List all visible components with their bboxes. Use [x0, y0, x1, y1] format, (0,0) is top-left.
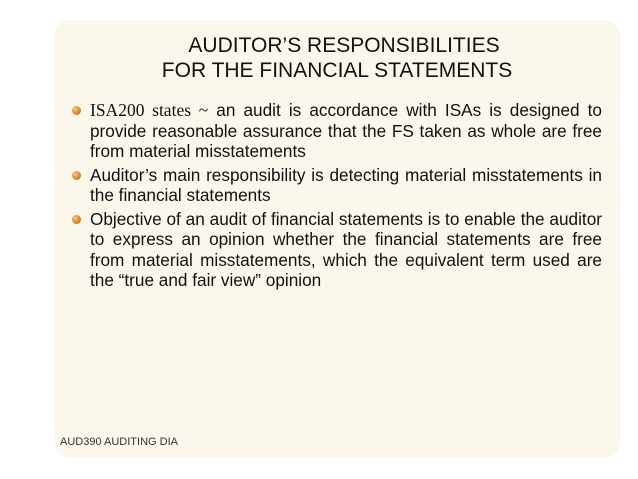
bullet-dot-icon [72, 106, 81, 115]
slide-title [54, 33, 620, 83]
bullet-item [72, 165, 602, 206]
title-line-1: AUDITOR’S RESPONSIBILITIES [188, 34, 500, 57]
bullet-lead-text: ISA200 states ~ [90, 100, 209, 120]
bullet-dot-icon [72, 171, 81, 180]
bullet-item [72, 100, 602, 162]
bullet-list [72, 100, 602, 294]
bullet-text: Auditor’s main responsibility is detecting material misstatements in the financial statements [90, 164, 602, 205]
slide-footer: AUD390 AUDITING DIA [60, 436, 178, 448]
bullet-text: Objective of an audit of financial statements is to enable the auditor to express an opinion whether the financial statements are free from material misstatements, which the equivalent term used are the “true and fair view” opinion [90, 208, 602, 290]
title-line-2: FOR THE FINANCIAL STATEMENTS [161, 59, 513, 82]
bullet-dot-icon [72, 215, 81, 224]
bullet-text: an audit is accordance with ISAs is designed to provide reasonable assurance that the FS taken as whole are free from material misstatements [90, 100, 602, 161]
bullet-item [72, 209, 602, 291]
